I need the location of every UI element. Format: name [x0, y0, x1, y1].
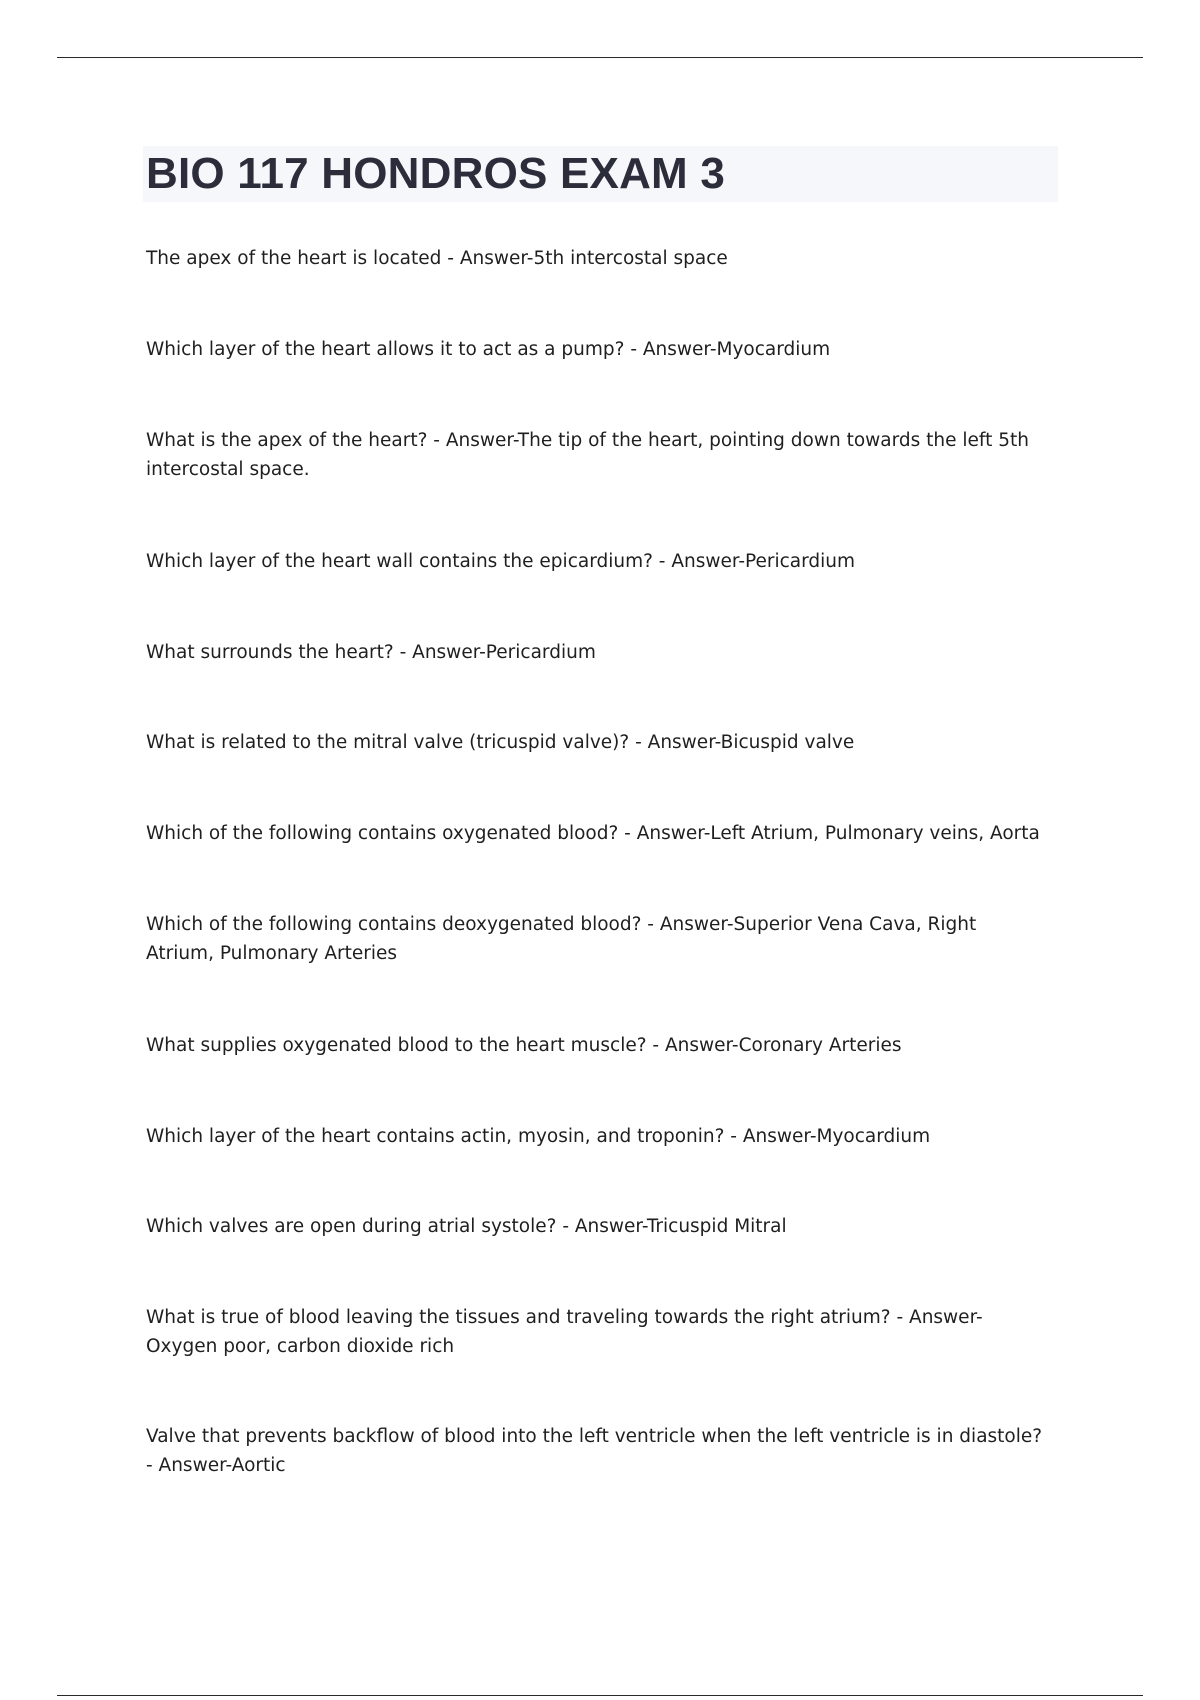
top-rule: [57, 57, 1143, 58]
qa-item: Valve that prevents backflow of blood into the left ventricle when the left ventricle is in diastole? - Answer-Aortic: [146, 1426, 1043, 1476]
qa-item: What is the apex of the heart? - Answer-The tip of the heart, pointing down towards the left 5th intercostal space.: [146, 430, 1030, 480]
qa-item: What surrounds the heart? - Answer-Pericardium: [146, 642, 596, 663]
bottom-rule: [57, 1695, 1143, 1696]
qa-item: What supplies oxygenated blood to the heart muscle? - Answer-Coronary Arteries: [146, 1035, 902, 1056]
qa-item: Which layer of the heart allows it to act as a pump? - Answer-Myocardium: [146, 339, 831, 360]
qa-item: What is true of blood leaving the tissues and traveling towards the right atrium? - Answer-Oxygen poor, carbon dioxide rich: [146, 1307, 983, 1357]
qa-item: The apex of the heart is located - Answer-5th intercostal space: [146, 248, 728, 269]
qa-item: Which layer of the heart contains actin, myosin, and troponin? - Answer-Myocardium: [146, 1126, 931, 1147]
page-title: BIO 117 HONDROS EXAM 3: [146, 149, 725, 198]
qa-item: Which layer of the heart wall contains the epicardium? - Answer-Pericardium: [146, 551, 856, 572]
qa-item: Which valves are open during atrial systole? - Answer-Tricuspid Mitral: [146, 1216, 787, 1237]
qa-item: Which of the following contains deoxygenated blood? - Answer-Superior Vena Cava, Right Atrium, Pulmonary Arteries: [146, 914, 977, 964]
qa-item: Which of the following contains oxygenated blood? - Answer-Left Atrium, Pulmonary veins, Aorta: [146, 823, 1040, 844]
qa-item: What is related to the mitral valve (tricuspid valve)? - Answer-Bicuspid valve: [146, 732, 855, 753]
